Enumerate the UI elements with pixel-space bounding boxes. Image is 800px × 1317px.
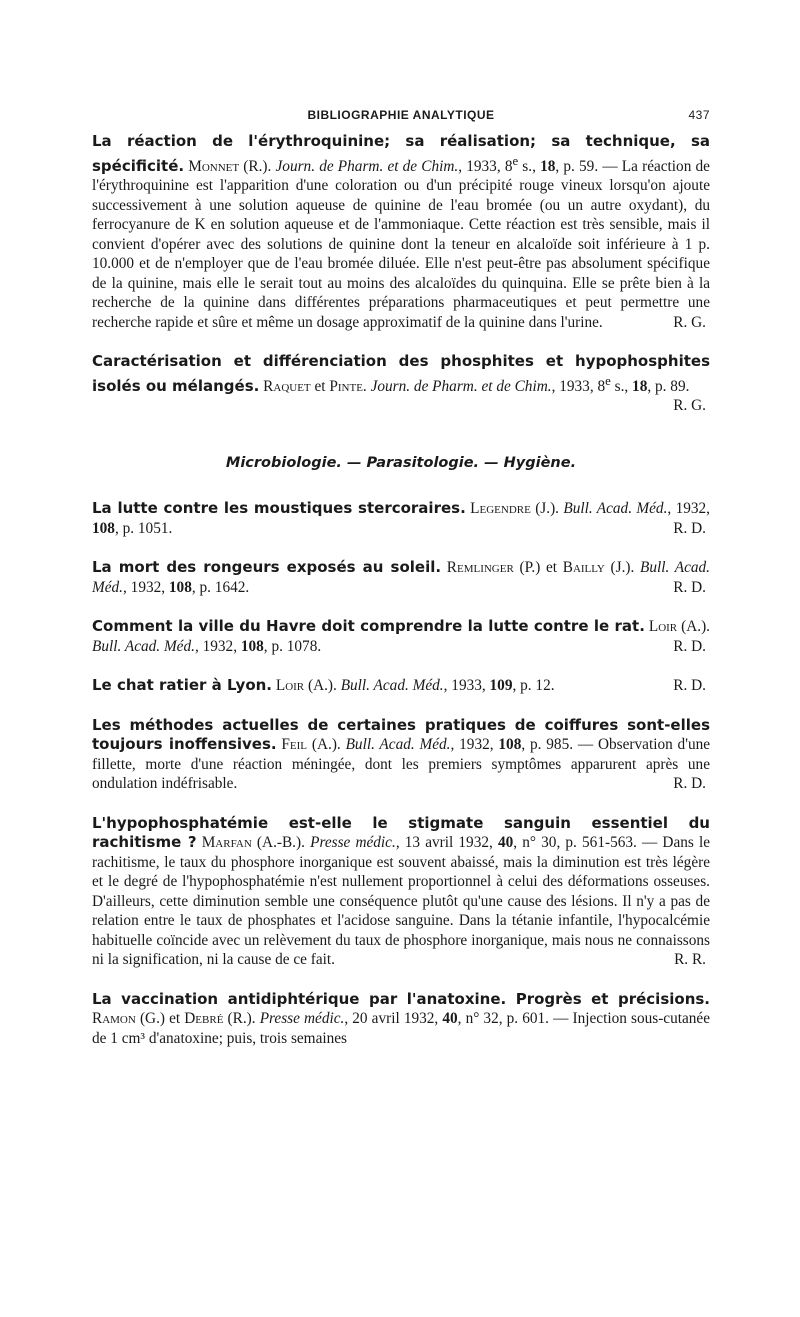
entry-journal: Bull. Acad. Méd. [92,637,195,655]
entry-author-2: Bailly [562,559,605,577]
entry-havre [92,617,710,656]
entry-title: La réaction de l'érythroquinine; sa réalisation; sa technique, sa spécificité. [92,132,710,175]
entry-title: La mort des rongeurs exposés au soleil. [92,558,442,577]
entry-volume: 108 [92,519,115,537]
entry-author-initial: (A.). [311,736,341,754]
entry-signature: R. G. [673,397,706,415]
entry-year: , 1932, [194,637,241,655]
entry-vaccination [92,990,710,1049]
section-heading: Microbiologie. — Parasitologie. — Hygiène. [225,454,577,471]
entry-volume: 18 [540,157,556,175]
entry-pages: , p. 89. [647,377,690,395]
entry-pages: , p. 1051. [114,519,173,537]
entry-author: Marfan [201,834,252,852]
entry-rongeurs [92,558,710,597]
entry-phosphites: Caractérisation et différenciation des phosphites et hypophosphites isolés ou mélangés. Raquet et Pinte. Journ. de Pharm. et de Chim., 1933, 8e s., 18, p. 89. R. G. [92,352,710,415]
entry-author: Raquet [263,377,311,395]
entry-pages: , n° 32, p. 601. [457,1010,550,1028]
entry-author-initial: (J.). [535,500,559,518]
entry-author-join: et [310,377,330,395]
running-head [92,104,710,126]
entry-author: Monnet [188,157,240,175]
page [92,104,710,1068]
entry-title: Les méthodes actuelles de certaines pratiques de coiffures sont-elles toujours inoffensives. [92,715,710,754]
entry-journal: Journ. de Pharm. et de Chim. [275,157,459,175]
entry-series-abbr: s., [610,377,633,395]
entry-signature: R. D. [673,775,706,793]
entry-signature: R. R. [674,951,706,969]
entry-title: L'hypophosphatémie est-elle le stigmate sanguin essentiel du rachitisme ? [92,813,710,852]
entry-author: Loir [648,618,678,636]
running-title: BIBLIOGRAPHIE ANALYTIQUE [307,108,495,122]
entry-author-2-initial: (J.). [610,559,635,577]
entry-coiffures [92,716,710,794]
entry-erythroquinine [92,132,710,332]
entry-year: , 1933, 8 [458,157,513,175]
entry-year: , 20 avril 1932, [344,1010,443,1028]
entry-author-initial: (P.) et [519,559,558,577]
entry-volume: 18 [632,377,648,395]
entry-year: , 1932, [667,500,711,518]
entry-author-initial: (R.). [243,157,272,175]
entry-year: , 1933, [443,677,490,695]
entry-journal: Journ. de Pharm. et de Chim. [370,377,552,395]
entry-volume: 109 [489,677,513,695]
entry-signature: R. D. [673,519,706,537]
entry-signature: R. D. [673,578,706,596]
entry-year: , 1932, [450,736,499,754]
entry-journal: Bull. Acad. Méd. [92,559,710,596]
entry-author: Remlinger [446,559,514,577]
entry-chat-ratier [92,676,710,696]
entry-author-2: Pinte [329,377,363,395]
entry-author: Ramon [92,1010,136,1028]
entry-year: , 1932, [123,578,169,596]
entry-signature: R. D. [673,677,706,695]
entry-pages: , p. 59. [555,157,599,175]
entry-series: e [605,373,611,388]
entry-abstract: — Dans le rachitisme, le taux du phosphore inorganique est souvent abaissé, mais la diminution est très légère et le degré de l'hypophosphatémie n'est nullement proportionnel à celui des déformations osseuses. D'ailleurs, cette diminution semble une conséquence plutôt qu'une cause des lésions. Il n'y a pas de relation entre le taux de phosphates et l'acidose sanguine. Dans la tétanie infantile, l'hypocalcémie habituelle coïncide avec un relèvement du taux de phosphore inorganique, mais nous ne connaissons ni la signification, ni la cause de ce fait. [92,834,711,969]
entry-series-abbr: s., [518,157,541,175]
entry-pages: , p. 985. [521,736,574,754]
entry-volume: 108 [168,578,192,596]
entry-journal: Bull. Acad. Méd. [345,736,451,754]
entry-abstract: — Injection sous-cutanée de 1 cm³ d'anatoxine; puis, trois semaines [92,1010,710,1047]
entry-volume: 40 [497,834,514,852]
entry-signature: R. D. [673,637,706,655]
entry-abstract: — La réaction de l'érythroquinine est l'apparition d'une coloration ou d'un précipité rouge vineux lorsqu'on ajoute successivement à une solution aqueuse de quinine de l'eau bromée (ou un autre oxydant), du ferrocyanure de K en solution aqueuse et de l'ammoniaque. Cette réaction est très sensible, mais il convient d'opérer avec des solutions de quinine dont la teneur en alcaloïde soit inférieure à 1 p. 10.000 et de n'employer que de l'eau bromée diluée. Elle n'est peut-être pas absolument spécifique de la quinine, mais elle le serait tout au moins des alcaloïdes du quinquina. Elle se prête bien à la recherche de la quinine dans différentes préparations pharmaceutiques et peut permettre une recherche rapide et sûre et même un dosage approximatif de la quinine dans l'urine. [92,157,710,331]
entry-year: , 1933, 8 [551,377,606,395]
entry-year: , 13 avril 1932, [395,834,498,852]
entry-title: La lutte contre les moustiques stercoraires. [92,499,466,518]
entry-journal: Bull. Acad. Méd. [563,500,668,518]
entry-journal: Presse médic. [259,1010,345,1028]
entry-author-2-initial: (R.). [227,1010,256,1028]
entry-author-initial: (A.-B.). [256,834,305,852]
entry-abstract: — Observation d'une fillette, morte d'une réaction méningée, dont les premiers symptômes apparurent après une ondulation indéfrisable. [92,736,711,793]
entry-title: La vaccination antidiphtérique par l'anatoxine. Progrès et précisions. [92,989,710,1008]
entry-title: Le chat ratier à Lyon. [92,676,273,695]
entry-moustiques [92,499,710,538]
entry-title: Comment la ville du Havre doit comprendre la lutte contre le rat. [92,617,645,636]
entry-pages: , n° 30, p. 561-563. [513,834,637,852]
entry-pages: , p. 1078. [263,637,322,655]
entry-series: e [512,153,519,168]
entry-title: Caractérisation et différenciation des phosphites et hypophosphites isolés ou mélangés. [92,352,710,395]
entry-hypophosphatemie [92,814,710,970]
entry-author-2: Debré [184,1010,224,1028]
entry-author-initial: (G.) et [139,1010,181,1028]
entry-journal: Presse médic. [310,834,396,852]
page-number: 437 [688,108,710,122]
entry-signature: R. G. [673,313,706,331]
entry-author: Feil [281,736,308,754]
entry-author: Legendre [470,500,531,518]
entry-pages: , p. 12. [512,677,555,695]
entry-author-initial: (A.). [681,618,710,636]
entry-volume: 108 [498,736,522,754]
entry-journal: Bull. Acad. Méd. [340,677,444,695]
entry-volume: 40 [442,1010,458,1028]
entry-author: Loir [275,677,305,695]
entry-volume: 108 [240,637,264,655]
entry-author-initial: (A.). [307,677,337,695]
entry-pages: , p. 1642. [191,578,250,596]
